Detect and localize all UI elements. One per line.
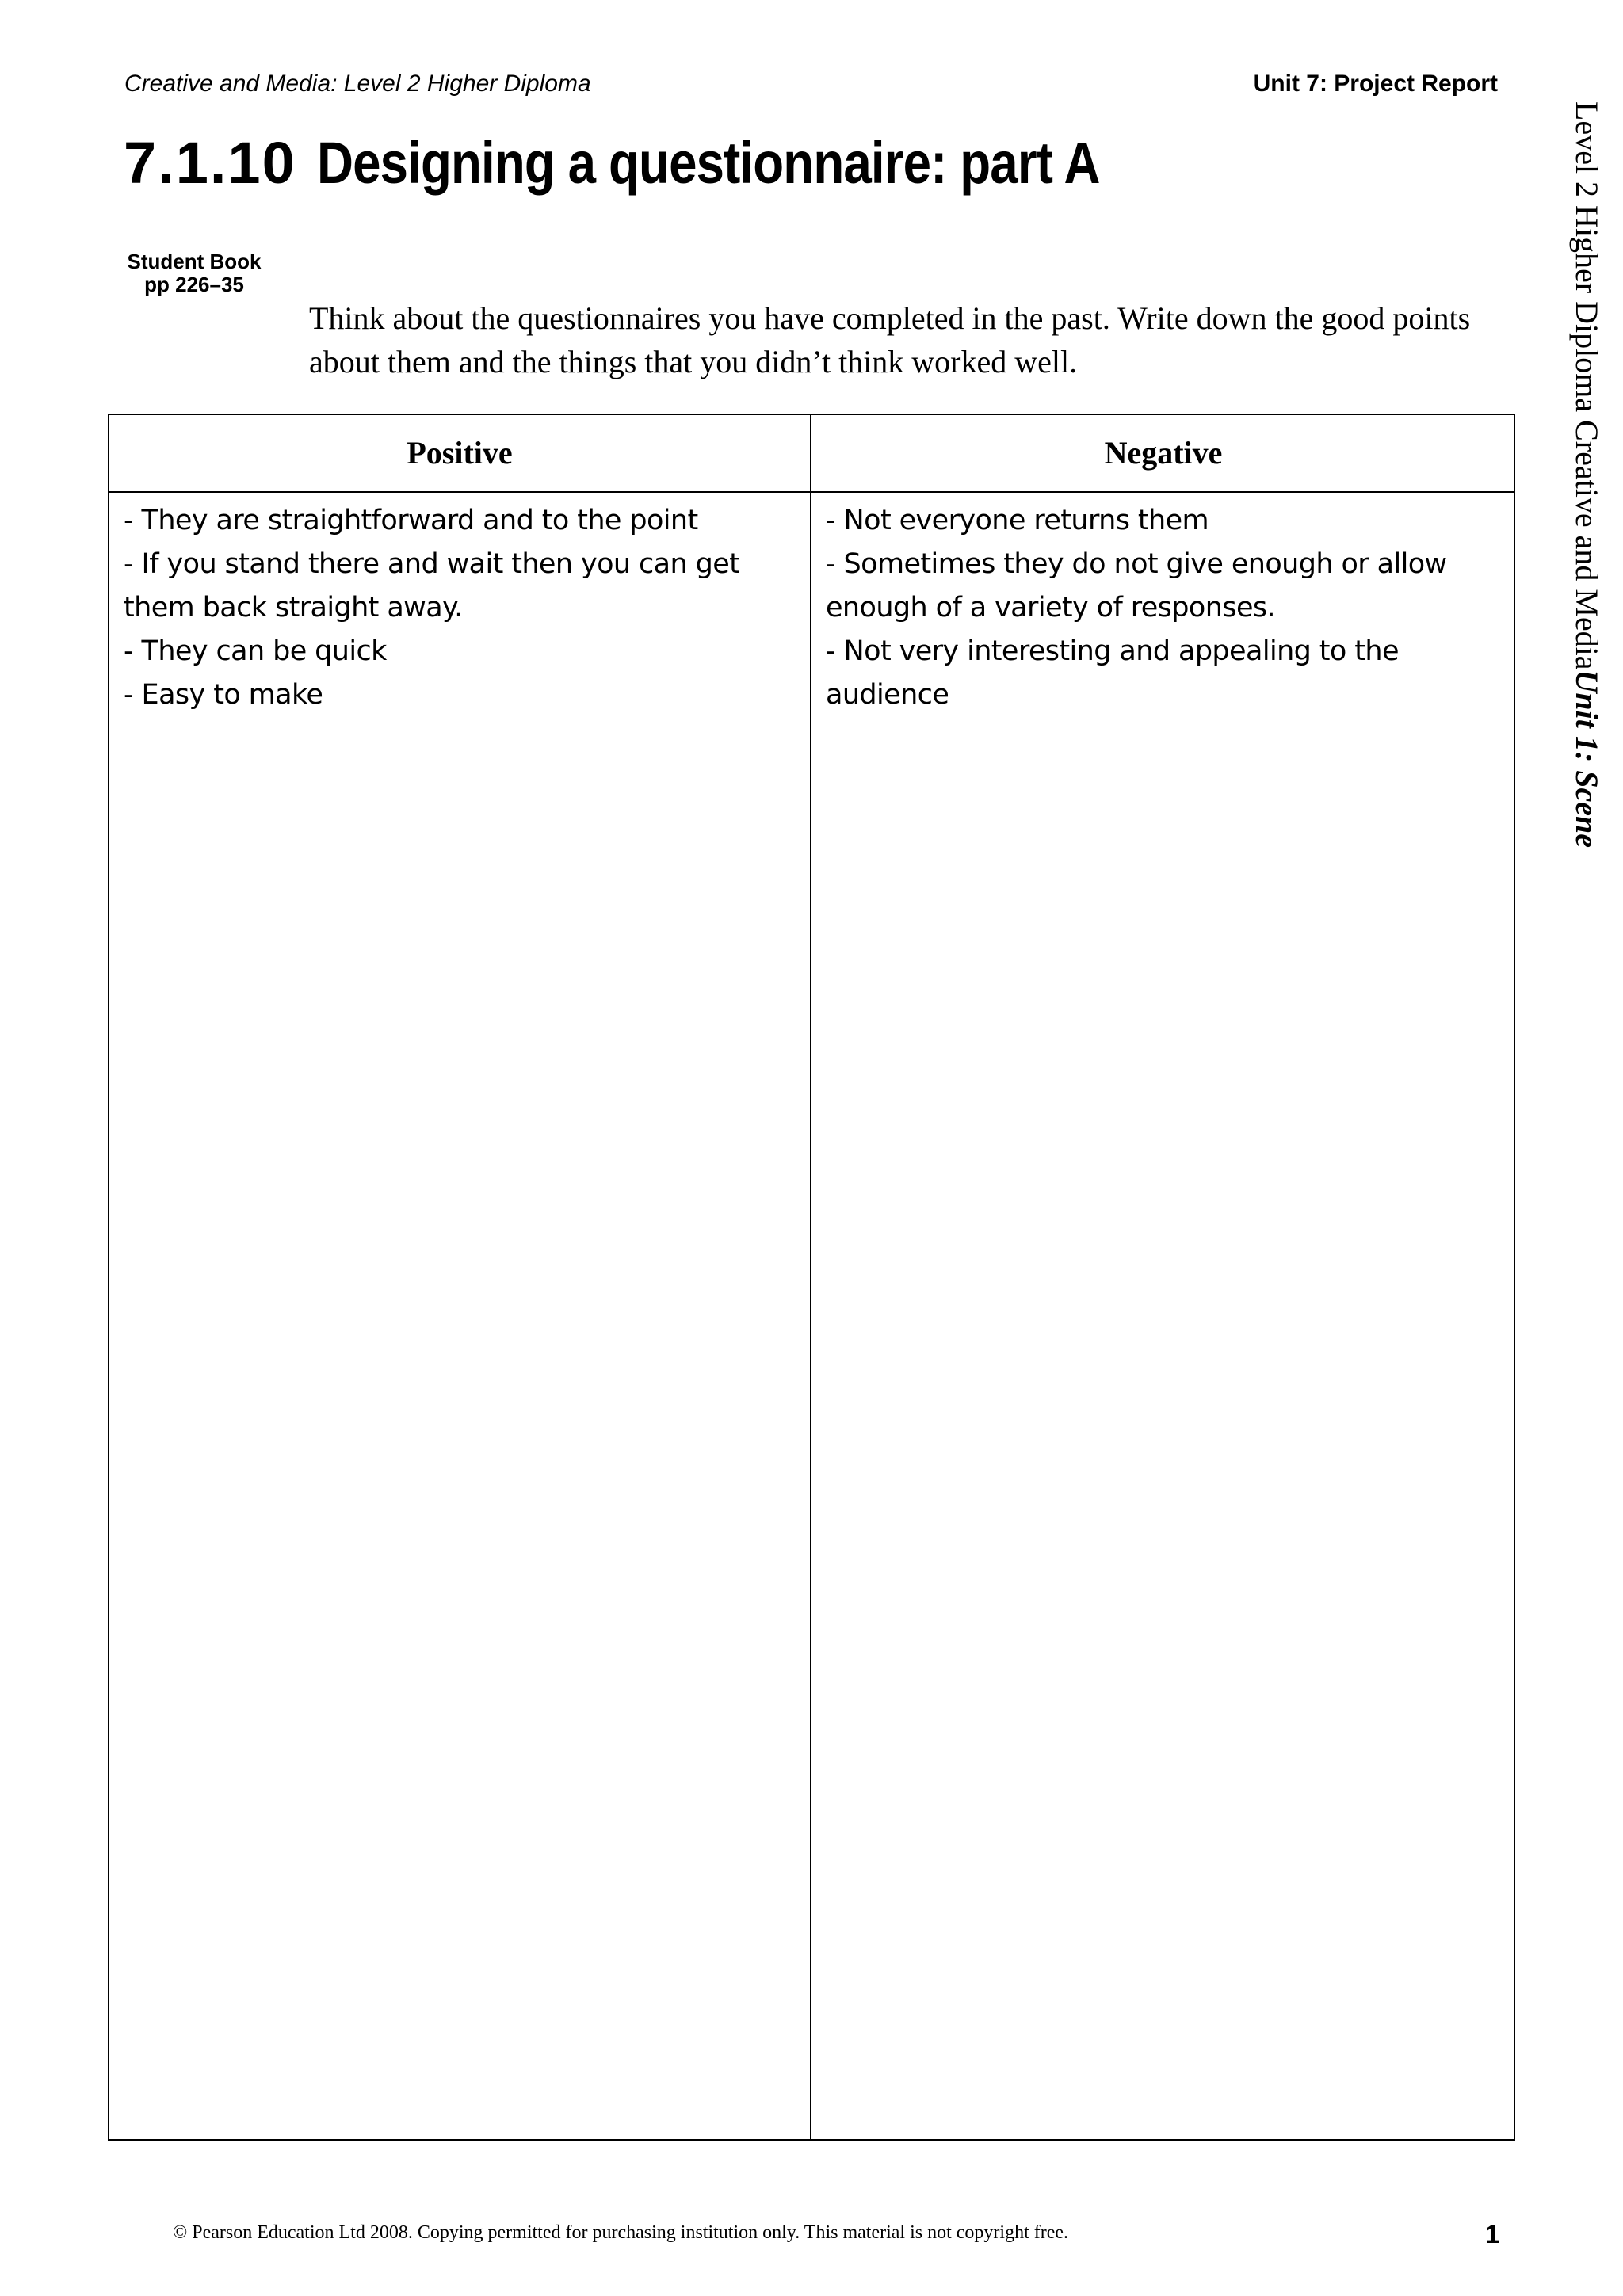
column-header-positive: Positive [407,435,513,471]
student-book-pages: pp 226–35 [144,273,244,296]
positive-column [124,499,797,717]
page-number: 1 [1485,2220,1499,2248]
positive-item: - If you stand there and wait then you can get them back straight away. [124,548,740,624]
instructions-text: Think about the questionnaires you have completed in the past. Write down the good points about them and the things that you didn’t think worked well. [309,300,1471,379]
copyright-footer: © Pearson Education Ltd 2008. Copying permitted for purchasing institution only. This material is not copyright free. [173,2222,1069,2243]
positive-item: - Easy to make [124,679,323,711]
section-title: Designing a questionnaire: part A [316,130,1100,196]
running-header-left: Creative and Media: Level 2 Higher Diploma [124,71,591,97]
student-book-reference [119,250,269,296]
column-divider [810,415,812,2139]
positive-negative-table [108,414,1515,2141]
column-header-negative: Negative [1104,435,1223,471]
student-book-label: Student Book [127,250,262,273]
running-header-right: Unit 7: Project Report [1253,71,1498,97]
side-margin-text [1568,101,1606,848]
positive-item: - They can be quick [124,635,387,667]
positive-item: - They are straightforward and to the point [124,505,698,536]
negative-item: - Not everyone returns them [826,505,1209,536]
side-text-bold: Unit 1: Scene [1569,669,1605,848]
negative-item: - Not very interesting and appealing to the audience [826,635,1399,711]
header-divider [109,491,1514,493]
negative-column [826,499,1499,717]
page-title [124,127,1227,200]
section-number: 7.1.10 [124,130,296,196]
side-text-regular: Level 2 Higher Diploma Creative and Media [1569,101,1605,670]
negative-item: - Sometimes they do not give enough or allow enough of a variety of responses. [826,548,1447,624]
